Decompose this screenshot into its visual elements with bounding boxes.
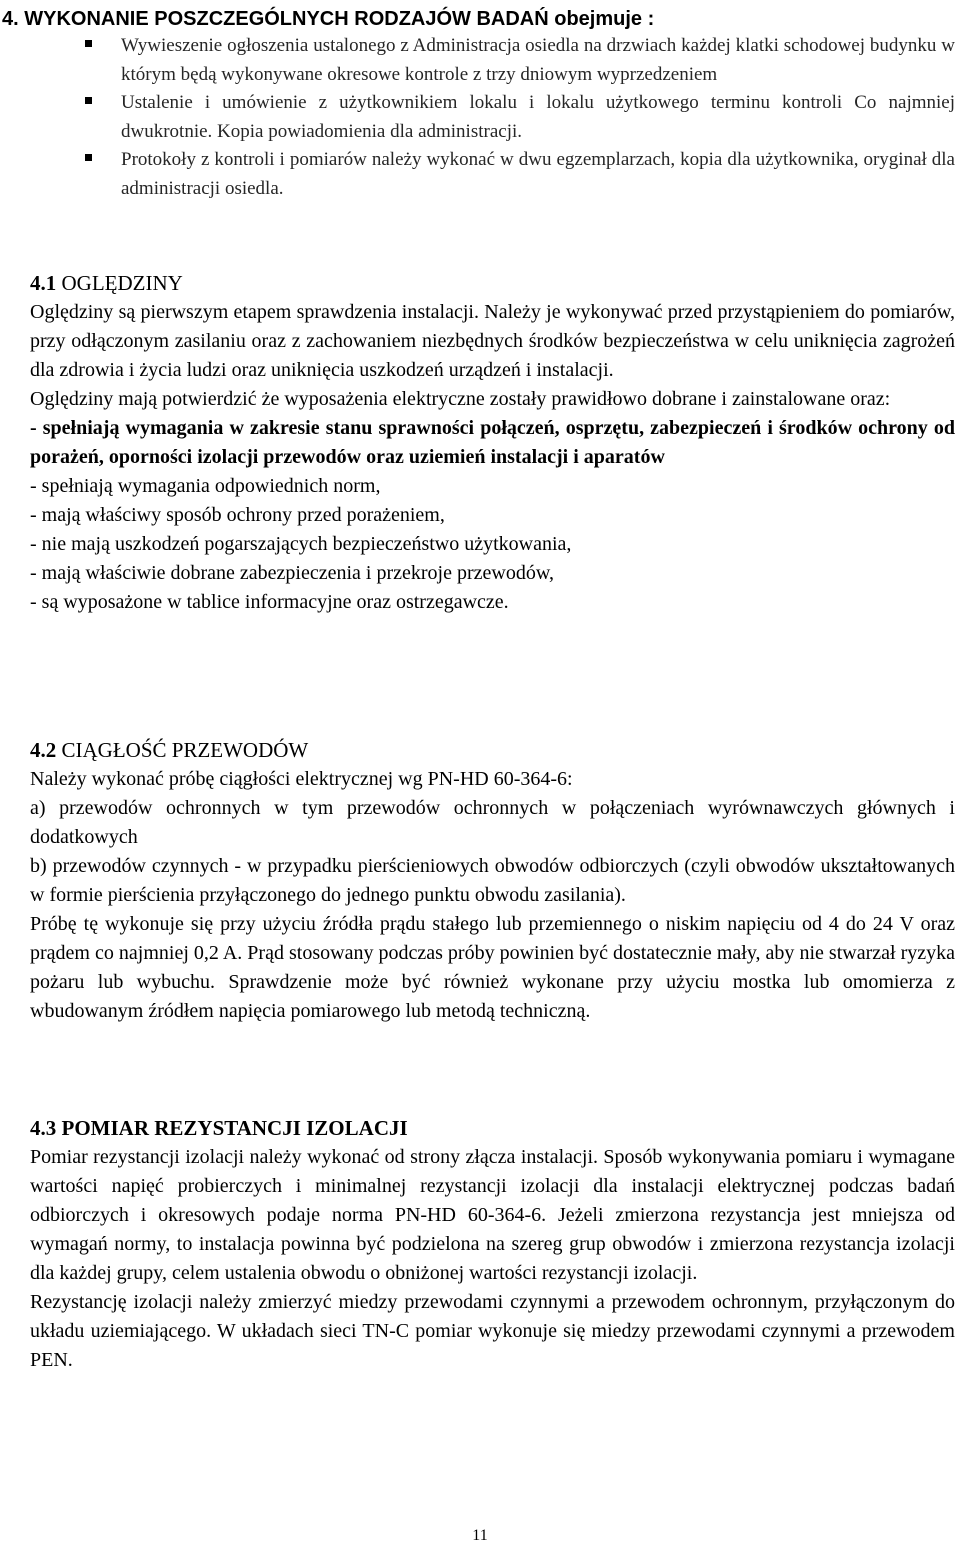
paragraph: Pomiar rezystancji izolacji należy wykonać od strony złącza instalacji. Sposób wykonywania pomiaru i wymagane wartości napięć probierczych i minimalnej rezystancji izolacji dla instalacji elektrycznej podczas badań odbiorczych i okresowych podaje norma PN-HD 60-364-6. Jeżeli zmierzona rezystancja jest mniejsza od wymagań normy, to instalacja powinna być podzielona na szereg grup obwodów i zmierzona rezystancja izolacji dla każdej grupy, celem ustalenia obwodu o obniżonej wartości rezystancji izolacji. <box>30 1146 955 1284</box>
paragraph: a) przewodów ochronnych w tym przewodów ochronnych w połączeniach wyrównawczych głównych i dodatkowych <box>30 797 955 848</box>
paragraph: Rezystancję izolacji należy zmierzyć miedzy przewodami czynnymi a przewodem ochronnym, przyłączonym do układu uziemiającego. W układach sieci TN-C pomiar wykonuje się miedzy przewodami czynnymi a przewodem PEN. <box>30 1291 955 1371</box>
section-title <box>30 735 955 765</box>
bullet-list <box>85 32 955 203</box>
requirement-bold-item: - spełniają wymagania w zakresie stanu sprawności połączeń, osprzętu, zabezpieczeń i środków ochrony od porażeń, oporności izolacji przewodów oraz uziemień instalacji i aparatów <box>30 417 955 468</box>
bullet-text: Protokoły z kontroli i pomiarów należy wykonać w dwu egzemplarzach, kopia dla użytkownika, oryginał dla administracji osiedla. <box>121 149 955 199</box>
paragraph: Próbę tę wykonuje się przy użyciu źródła prądu stałego lub przemiennego o niskim napięciu od 4 do 24 V oraz prądem co najmniej 0,2 A. Prąd stosowany podczas próby powinien być dostatecznie mały, aby nie stwarzał ryzyka pożaru lub wybuchu. Sprawdzenie może być również wykonane przy użyciu mostka lub omomierza z wbudowanym źródłem napięcia pomiarowego lub metodą techniczną. <box>30 913 955 1022</box>
section-title-text: CIĄGŁOŚĆ PRZEWODÓW <box>61 738 309 762</box>
square-bullet-icon <box>85 40 92 47</box>
chapter-heading: 4. WYKONANIE POSZCZEGÓLNYCH RODZAJÓW BADAŃ obejmuje : <box>2 8 655 30</box>
paragraph: Należy wykonać próbę ciągłości elektrycznej wg PN-HD 60-364-6: <box>30 768 573 790</box>
section-ogledziny <box>30 268 955 617</box>
section-number: 4.2 <box>30 738 57 762</box>
square-bullet-icon <box>85 97 92 104</box>
bullet-text: Ustalenie i umówienie z użytkownikiem lokalu i lokalu użytkowego terminu kontroli Co najmniej dwukrotnie. Kopia powiadomienia dla administracji. <box>121 92 955 142</box>
requirement-item: - nie mają uszkodzeń pogarszających bezpieczeństwo użytkowania, <box>30 533 572 555</box>
requirement-item: - są wyposażone w tablice informacyjne oraz ostrzegawcze. <box>30 591 509 613</box>
page-number: 11 <box>472 1527 488 1544</box>
section-title-text: OGLĘDZINY <box>61 271 183 295</box>
section-number: 4.1 <box>30 271 57 295</box>
paragraph: Oględziny mają potwierdzić że wyposażenia elektryczne zostały prawidłowo dobrane i zainstalowane oraz: <box>30 388 891 410</box>
requirement-item: - mają właściwy sposób ochrony przed porażeniem, <box>30 504 445 526</box>
list-item <box>85 146 955 203</box>
requirement-item: - spełniają wymagania odpowiednich norm, <box>30 475 381 497</box>
paragraph: Oględziny są pierwszym etapem sprawdzenia instalacji. Należy je wykonywać przed przystąpieniem do pomiarów, przy odłączonym zasilaniu oraz z zachowaniem niezbędnych środków bezpieczeństwa w celu uniknięcia zagrożeń dla zdrowia i życia ludzi oraz uniknięcia uszkodzeń urządzeń i instalacji. <box>30 301 955 381</box>
section-title: 4.3 POMIAR REZYSTANCJI IZOLACJI <box>30 1116 408 1140</box>
list-item <box>85 89 955 146</box>
requirement-item: - mają właściwie dobrane zabezpieczenia i przekroje przewodów, <box>30 562 554 584</box>
section-ciaglosc <box>30 735 955 1026</box>
section-rezystancja <box>30 1113 955 1375</box>
paragraph: b) przewodów czynnych - w przypadku pierścieniowych obwodów odbiorczych (czyli obwodów ukształtowanych w formie pierścienia przyłączonego do jednego punktu obwodu zasilania). <box>30 855 955 906</box>
list-item <box>85 32 955 89</box>
square-bullet-icon <box>85 154 92 161</box>
bullet-text: Wywieszenie ogłoszenia ustalonego z Administracja osiedla na drzwiach każdej klatki schodowej budynku w którym będą wykonywane okresowe kontrole z trzy dniowym wyprzedzeniem <box>121 35 955 85</box>
section-title <box>30 268 955 298</box>
